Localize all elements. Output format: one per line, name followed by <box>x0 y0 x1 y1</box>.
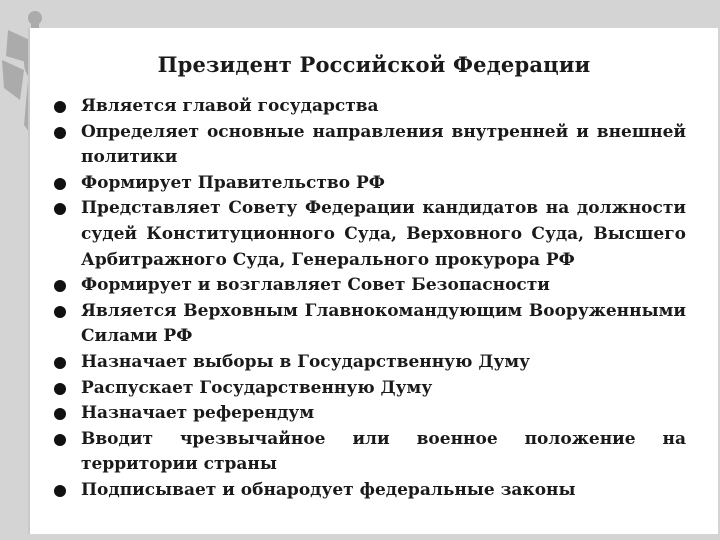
bullet-icon <box>54 357 66 369</box>
bullet-icon <box>54 178 66 190</box>
list-item: Является главой государства <box>52 94 686 120</box>
bullet-icon <box>54 101 66 113</box>
bullet-icon <box>54 127 66 139</box>
list-item: Определяет основные направления внутренней и внешней политики <box>52 120 686 171</box>
list-item: Назначает выборы в Государственную Думу <box>52 350 686 376</box>
list-item: Назначает референдум <box>52 401 686 427</box>
powers-list <box>52 94 686 504</box>
bullet-icon <box>54 383 66 395</box>
slide <box>30 28 718 534</box>
bullet-icon <box>54 408 66 420</box>
list-item: Распускает Государственную Думу <box>52 376 686 402</box>
page-title: Президент Российской Федерации <box>157 52 591 77</box>
bullet-icon <box>54 280 66 292</box>
list-item: Представляет Совету Федерации кандидатов на должности судей Конституционного Суда, Верховного Суда, Высшего Арбитражного Суда, Генерального прокурора РФ <box>52 196 686 273</box>
bullet-icon <box>54 203 66 215</box>
bullet-icon <box>54 434 66 446</box>
bullet-icon <box>54 485 66 497</box>
list-item: Формирует и возглавляет Совет Безопасности <box>52 273 686 299</box>
list-item: Подписывает и обнародует федеральные законы <box>52 478 686 504</box>
list-item: Формирует Правительство РФ <box>52 171 686 197</box>
list-item: Является Верховным Главнокомандующим Вооруженными Силами РФ <box>52 299 686 350</box>
bullet-icon <box>54 306 66 318</box>
list-item: Вводит чрезвычайное или военное положение на территории страны <box>52 427 686 478</box>
